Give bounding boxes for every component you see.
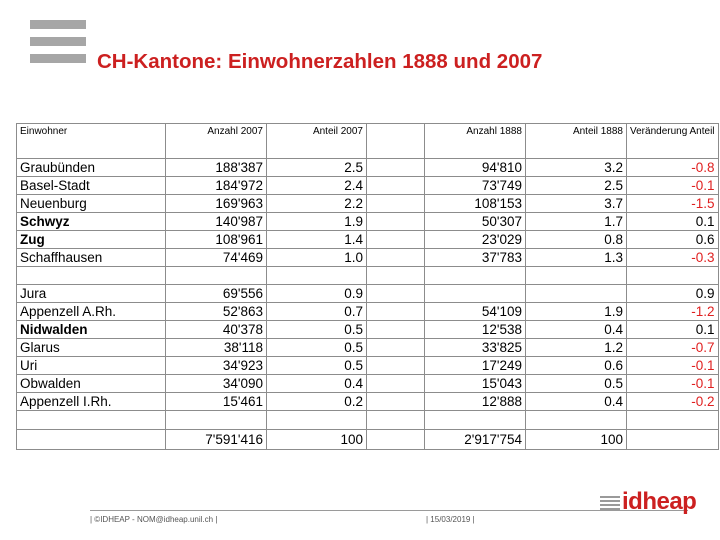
- share-1888: 0.8: [526, 231, 627, 249]
- share-1888: 0.4: [526, 321, 627, 339]
- share-1888: 1.3: [526, 249, 627, 267]
- table-row: [17, 357, 719, 375]
- count-1888: [425, 285, 526, 303]
- canton-name: Appenzell A.Rh.: [17, 303, 166, 321]
- share-change: -0.2: [627, 393, 719, 411]
- logo-bar: [30, 37, 86, 46]
- count-2007: 140'987: [166, 213, 267, 231]
- canton-name: Obwalden: [17, 375, 166, 393]
- count-1888: 50'307: [425, 213, 526, 231]
- count-1888: 33'825: [425, 339, 526, 357]
- canton-name: Basel-Stadt: [17, 177, 166, 195]
- canton-name: Zug: [17, 231, 166, 249]
- share-2007: 0.5: [267, 357, 367, 375]
- count-1888: 94'810: [425, 159, 526, 177]
- blank-row: [17, 411, 719, 430]
- share-change: 0.1: [627, 321, 719, 339]
- header-cell: Anteil 1888: [526, 124, 627, 159]
- count-2007: 40'378: [166, 321, 267, 339]
- share-2007: 0.4: [267, 375, 367, 393]
- count-2007: 169'963: [166, 195, 267, 213]
- count-1888: 23'029: [425, 231, 526, 249]
- empty-cell: [367, 411, 425, 430]
- table-row: [17, 195, 719, 213]
- empty-cell: [425, 411, 526, 430]
- empty-cell: [17, 267, 166, 285]
- canton-name: Schaffhausen: [17, 249, 166, 267]
- count-2007: 184'972: [166, 177, 267, 195]
- logo-bar: [30, 20, 86, 29]
- share-1888: 0.4: [526, 393, 627, 411]
- share-change: -0.7: [627, 339, 719, 357]
- empty-cell: [267, 267, 367, 285]
- spacer-cell: [367, 393, 425, 411]
- total-row: [17, 430, 719, 450]
- footer-date: | 15/03/2019 |: [426, 515, 475, 524]
- spacer-cell: [367, 177, 425, 195]
- share-2007: 2.2: [267, 195, 367, 213]
- share-2007: 0.2: [267, 393, 367, 411]
- table-row: [17, 303, 719, 321]
- table-header-row: [17, 124, 719, 159]
- empty-cell: [425, 267, 526, 285]
- spacer-cell: [367, 195, 425, 213]
- canton-name: Jura: [17, 285, 166, 303]
- empty-cell: [627, 430, 719, 450]
- empty-cell: [526, 411, 627, 430]
- spacer-cell: [367, 339, 425, 357]
- empty-cell: [627, 267, 719, 285]
- spacer-cell: [367, 430, 425, 450]
- total-share-2007: 100: [267, 430, 367, 450]
- spacer-cell: [367, 159, 425, 177]
- share-change: 0.1: [627, 213, 719, 231]
- spacer-cell: [367, 213, 425, 231]
- canton-name: Schwyz: [17, 213, 166, 231]
- spacer-cell: [367, 321, 425, 339]
- count-2007: 34'923: [166, 357, 267, 375]
- count-2007: 38'118: [166, 339, 267, 357]
- total-share-1888: 100: [526, 430, 627, 450]
- count-2007: 74'469: [166, 249, 267, 267]
- count-1888: 108'153: [425, 195, 526, 213]
- footer-divider: [90, 510, 688, 511]
- canton-name: Graubünden: [17, 159, 166, 177]
- header-cell: Veränderung Anteil: [627, 124, 719, 159]
- share-2007: 1.4: [267, 231, 367, 249]
- spacer-cell: [367, 357, 425, 375]
- brand-wordmark: idheap: [622, 488, 697, 515]
- count-1888: 12'888: [425, 393, 526, 411]
- table-row: [17, 321, 719, 339]
- population-table: [16, 123, 719, 450]
- share-change: -0.1: [627, 375, 719, 393]
- share-1888: 1.9: [526, 303, 627, 321]
- empty-cell: [17, 411, 166, 430]
- share-2007: 0.5: [267, 321, 367, 339]
- share-change: -1.5: [627, 195, 719, 213]
- share-1888: 0.5: [526, 375, 627, 393]
- table-row: [17, 177, 719, 195]
- header-cell: Einwohner: [17, 124, 166, 159]
- share-2007: 2.4: [267, 177, 367, 195]
- total-count-1888: 2'917'754: [425, 430, 526, 450]
- empty-cell: [627, 411, 719, 430]
- share-1888: 2.5: [526, 177, 627, 195]
- header-cell: [367, 124, 425, 159]
- spacer-cell: [367, 285, 425, 303]
- share-1888: 0.6: [526, 357, 627, 375]
- count-1888: 15'043: [425, 375, 526, 393]
- share-1888: 1.2: [526, 339, 627, 357]
- table-row: [17, 159, 719, 177]
- count-2007: 52'863: [166, 303, 267, 321]
- canton-name: Glarus: [17, 339, 166, 357]
- empty-cell: [166, 411, 267, 430]
- spacer-cell: [367, 231, 425, 249]
- count-2007: 69'556: [166, 285, 267, 303]
- empty-cell: [166, 267, 267, 285]
- table-row: [17, 393, 719, 411]
- header-cell: Anzahl 1888: [425, 124, 526, 159]
- share-2007: 0.9: [267, 285, 367, 303]
- logo-bars: [30, 20, 86, 71]
- share-change: -0.1: [627, 177, 719, 195]
- share-2007: 1.0: [267, 249, 367, 267]
- table-row: [17, 249, 719, 267]
- empty-cell: [526, 267, 627, 285]
- count-1888: 17'249: [425, 357, 526, 375]
- logo-bar: [30, 54, 86, 63]
- canton-name: Neuenburg: [17, 195, 166, 213]
- count-1888: 12'538: [425, 321, 526, 339]
- share-change: -0.8: [627, 159, 719, 177]
- empty-cell: [17, 430, 166, 450]
- share-2007: 2.5: [267, 159, 367, 177]
- table-row: [17, 375, 719, 393]
- canton-name: Appenzell I.Rh.: [17, 393, 166, 411]
- header-cell: Anzahl 2007: [166, 124, 267, 159]
- count-2007: 108'961: [166, 231, 267, 249]
- share-change: -0.3: [627, 249, 719, 267]
- spacer-cell: [367, 303, 425, 321]
- count-2007: 15'461: [166, 393, 267, 411]
- share-2007: 0.7: [267, 303, 367, 321]
- population-table-wrap: [16, 123, 719, 450]
- total-count-2007: 7'591'416: [166, 430, 267, 450]
- share-change: 0.9: [627, 285, 719, 303]
- canton-name: Nidwalden: [17, 321, 166, 339]
- share-1888: 3.2: [526, 159, 627, 177]
- empty-cell: [367, 267, 425, 285]
- count-2007: 34'090: [166, 375, 267, 393]
- logo-stripes-icon: [600, 496, 620, 512]
- count-2007: 188'387: [166, 159, 267, 177]
- header-cell: Anteil 2007: [267, 124, 367, 159]
- slide-title: CH-Kantone: Einwohnerzahlen 1888 und 2007: [97, 50, 543, 73]
- share-change: -0.1: [627, 357, 719, 375]
- table-row: [17, 231, 719, 249]
- spacer-cell: [367, 375, 425, 393]
- empty-cell: [267, 411, 367, 430]
- table-row: [17, 285, 719, 303]
- count-1888: 54'109: [425, 303, 526, 321]
- table-row: [17, 339, 719, 357]
- share-change: -1.2: [627, 303, 719, 321]
- footer-copyright: | ©IDHEAP - NOM@idheap.unil.ch |: [90, 515, 218, 524]
- spacer-cell: [367, 249, 425, 267]
- idheap-logo: [600, 488, 697, 520]
- blank-row: [17, 267, 719, 285]
- share-1888: 1.7: [526, 213, 627, 231]
- canton-name: Uri: [17, 357, 166, 375]
- share-2007: 1.9: [267, 213, 367, 231]
- share-2007: 0.5: [267, 339, 367, 357]
- count-1888: 37'783: [425, 249, 526, 267]
- table-row: [17, 213, 719, 231]
- count-1888: 73'749: [425, 177, 526, 195]
- share-change: 0.6: [627, 231, 719, 249]
- share-1888: 3.7: [526, 195, 627, 213]
- share-1888: [526, 285, 627, 303]
